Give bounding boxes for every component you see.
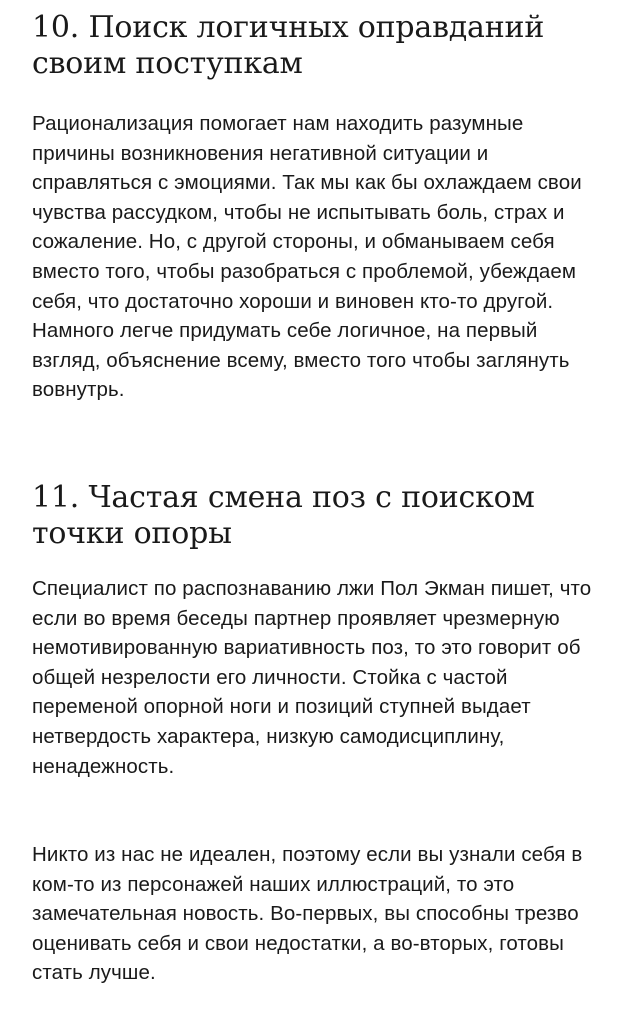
section-11-paragraph-2: Никто из нас не идеален, поэтому если вы узнали себя в ком-то из персонажей наших иллюстраций, то это замечательная новость. Во-первых, вы способны трезво оценивать себя и свои недостатки, а во-вторых, готовы стать лучше. — [32, 843, 583, 985]
section-heading-11: 11. Частая смена поз с поиском точки опоры — [32, 480, 535, 551]
section-11-paragraph-1: Специалист по распознаванию лжи Пол Экман пишет, что если во время беседы партнер проявляет чрезмерную немотивированную вариативность поз, то это говорит об общей незрелости его личности. Стойка с частой переменой опорной ноги и позиций ступней выдает нетвердость характера, низкую самодисциплину, ненадежность. — [32, 577, 592, 778]
section-heading-10: 10. Поиск логичных оправданий своим поступкам — [32, 10, 545, 81]
section-10-paragraph: Рационализация помогает нам находить разумные причины возникновения негативной ситуации и справляться с эмоциями. Так мы как бы охлаждаем свои чувства рассудком, чтобы не испытывать боль, страх и сожаление. Но, с другой стороны, и обманываем себя вместо того, чтобы разобраться с проблемой, убеждаем себя, что достаточно хороши и виновен кто-то другой. Намного легче придумать себе логичное, на первый взгляд, объяснение всему, вместо того чтобы заглянуть вовнутрь. — [32, 112, 582, 402]
